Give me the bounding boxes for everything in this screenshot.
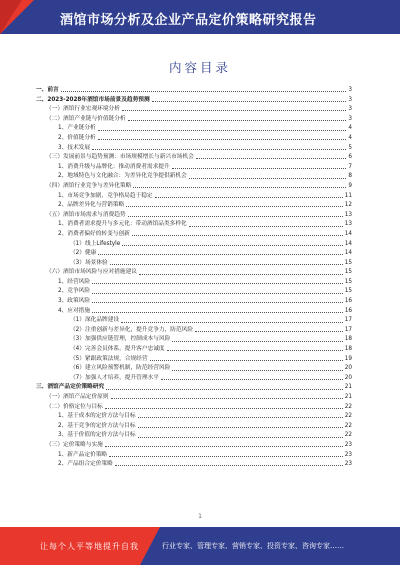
toc-leader-dots — [121, 322, 343, 323]
toc-entry[interactable] — [36, 297, 352, 307]
toc-entry[interactable] — [36, 96, 352, 106]
header-accent-stripe-dark — [0, 0, 22, 34]
toc-entry-label: （二）价格定位与目标 — [46, 403, 104, 413]
toc-entry-page: 6 — [348, 154, 352, 161]
toc-entry-page: 15 — [344, 259, 352, 266]
toc-leader-dots — [92, 293, 343, 294]
toc-entry[interactable] — [36, 163, 352, 173]
toc-entry-label: 1、市场竞争加剧，竞争格局趋于稳定 — [58, 192, 154, 202]
toc-leader-dots — [133, 187, 346, 188]
toc-entry-page: 9 — [348, 182, 352, 189]
toc-leader-dots — [167, 350, 343, 351]
toc-entry[interactable] — [36, 144, 352, 154]
toc-entry-label: （4）完善会员体系，提升客户忠诚度 — [70, 345, 166, 355]
report-footer — [0, 527, 400, 565]
toc-entry-page: 23 — [344, 461, 352, 468]
toc-entry-page: 14 — [344, 250, 352, 257]
toc-entry[interactable] — [36, 211, 352, 221]
toc-entry[interactable] — [36, 393, 352, 403]
toc-entry-page: 22 — [344, 432, 352, 439]
toc-leader-dots — [92, 312, 343, 313]
toc-leader-dots — [122, 245, 342, 246]
footer-red-angle — [140, 527, 160, 565]
toc-entry-page: 18 — [344, 346, 352, 353]
toc-entry[interactable] — [36, 307, 352, 317]
toc-leader-dots — [196, 158, 347, 159]
toc-entry[interactable] — [36, 230, 352, 240]
toc-entry-page: 16 — [344, 307, 352, 314]
toc-entry-page: 5 — [348, 144, 352, 151]
toc-leader-dots — [105, 408, 343, 409]
toc-entry-page: 14 — [344, 240, 352, 247]
toc-leader-dots — [189, 178, 347, 179]
toc-entry-label: 2、品牌差异化与营销策略 — [58, 201, 125, 211]
toc-entry-label: （一）酒馆行业宏观环境分析 — [46, 105, 121, 115]
toc-entry[interactable] — [36, 134, 352, 144]
report-header — [0, 0, 400, 34]
toc-leader-dots — [172, 168, 347, 169]
toc-leader-dots — [172, 370, 342, 371]
toc-entry[interactable] — [36, 335, 352, 345]
toc-entry-page: 20 — [344, 365, 352, 372]
report-title: 酒馆市场分析及企业产品定价策略研究报告 — [60, 13, 317, 28]
toc-entry-label: （三）发展前景与趋势预测：市场规模增长与新兴市场机会 — [46, 153, 195, 163]
toc-entry-page: 20 — [344, 374, 352, 381]
toc-entry[interactable] — [36, 220, 352, 230]
toc-entry-page: 23 — [344, 451, 352, 458]
toc-leader-dots — [126, 206, 343, 207]
footer-tags: 行业专家、管理专家、营销专家、投资专家、咨询专家…… — [162, 542, 344, 550]
toc-entry-label: 一、前言 — [36, 86, 60, 96]
toc-leader-dots — [138, 417, 343, 418]
toc-entry[interactable] — [36, 355, 352, 365]
toc-entry-page: 14 — [344, 230, 352, 237]
toc-leader-dots — [105, 446, 343, 447]
toc-leader-dots — [110, 264, 343, 265]
toc-entry-page: 17 — [344, 326, 352, 333]
toc-entry-label: 2、消费者偏好的转变与创新 — [58, 230, 131, 240]
toc-entry-label: （三）定价策略与实施 — [46, 441, 104, 451]
toc-leader-dots — [122, 110, 346, 111]
toc-entry[interactable] — [36, 115, 352, 125]
toc-entry-label: （2）注重创新与差异化，提升竞争力，防范风险 — [70, 326, 194, 336]
toc-entry-page: 22 — [344, 422, 352, 429]
toc-entry-label: 2、竞争风险 — [58, 287, 91, 297]
toc-entry[interactable] — [36, 268, 352, 278]
toc-entry[interactable] — [36, 326, 352, 336]
toc-leader-dots — [92, 149, 346, 150]
toc-entry-label: （2）健康 — [70, 249, 97, 259]
toc-entry[interactable] — [36, 249, 352, 259]
toc-entry-label: 1、经营风险 — [58, 278, 91, 288]
toc-entry-page: 11 — [344, 192, 352, 199]
toc-leader-dots — [150, 360, 343, 361]
toc-entry[interactable] — [36, 364, 352, 374]
toc-entry[interactable] — [36, 287, 352, 297]
toc-entry[interactable] — [36, 316, 352, 326]
toc-entry-page: 8 — [348, 173, 352, 180]
toc-entry-page: 3 — [348, 87, 352, 93]
toc-entry-label: 1、产业链分析 — [58, 124, 97, 134]
toc-leader-dots — [115, 465, 343, 466]
toc-entry[interactable] — [36, 422, 352, 432]
toc-entry-label: 4、应对措施 — [58, 307, 91, 317]
toc-entry[interactable] — [36, 431, 352, 441]
toc-entry-page: 21 — [344, 384, 352, 391]
toc-entry[interactable] — [36, 383, 352, 393]
toc-entry[interactable] — [36, 345, 352, 355]
toc-entry[interactable] — [36, 201, 352, 211]
toc-entry[interactable] — [36, 403, 352, 413]
toc-entry-label: （四）酒馆行业竞争与差异化策略 — [46, 182, 132, 192]
toc-entry-label: （1）深化品牌建设 — [70, 316, 120, 326]
toc-entry-page: 7 — [348, 163, 352, 170]
toc-entry-label: （7）加强人才培养，提升管理水平 — [70, 374, 160, 384]
toc-entry-label: 三、酒馆产品定价策略研究 — [36, 383, 105, 393]
toc-leader-dots — [98, 254, 342, 255]
toc-entry-page: 16 — [344, 298, 352, 305]
toc-leader-dots — [106, 389, 343, 390]
toc-leader-dots — [61, 91, 347, 92]
toc-entry[interactable] — [36, 240, 352, 250]
toc-entry[interactable] — [36, 412, 352, 422]
toc-leader-dots — [128, 120, 347, 121]
toc-leader-dots — [98, 139, 347, 140]
toc-leader-dots — [138, 437, 343, 438]
toc-entry[interactable] — [36, 182, 352, 192]
toc-entry-label: 1、消费者需求提升与多元化：带动酒馆品类多样化 — [58, 220, 188, 230]
toc-leader-dots — [92, 283, 343, 284]
toc-entry[interactable] — [36, 441, 352, 451]
toc-entry-page: 23 — [344, 441, 352, 448]
toc-leader-dots — [161, 379, 343, 380]
toc-entry-label: 3、政策风险 — [58, 297, 91, 307]
table-of-contents — [36, 86, 352, 470]
toc-entry-page: 3 — [348, 106, 352, 113]
toc-entry-label: 1、新产品定价策略 — [58, 451, 108, 461]
toc-entry[interactable] — [36, 86, 352, 96]
toc-entry-page: 22 — [344, 413, 352, 420]
toc-entry-label: 3、技术发展 — [58, 144, 91, 154]
toc-entry[interactable] — [36, 460, 352, 470]
toc-entry-label: 2、地域特色与文化融合：为差异化竞争提供新机会 — [58, 172, 188, 182]
toc-entry[interactable] — [36, 451, 352, 461]
toc-entry-page: 4 — [348, 125, 352, 132]
toc-entry[interactable] — [36, 374, 352, 384]
toc-entry-label: （5）紧跟政策法规，合规经营 — [70, 355, 149, 365]
toc-entry-label: 1、基于成本的定价方法与目标 — [58, 412, 137, 422]
toc-entry-label: 2、价值链分析 — [58, 134, 97, 144]
toc-entry-label: （二）酒馆产业链与价值链分析 — [46, 115, 127, 125]
toc-entry-page: 3 — [348, 115, 352, 122]
toc-leader-dots — [139, 274, 343, 275]
toc-entry-page: 15 — [344, 269, 352, 276]
toc-entry-page: 15 — [344, 278, 352, 285]
toc-entry[interactable] — [36, 278, 352, 288]
toc-entry[interactable] — [36, 105, 352, 115]
toc-heading: 内容目录 — [168, 60, 231, 75]
toc-entry-page: 13 — [344, 221, 352, 228]
toc-entry-label: （1）线上Lifestyle — [70, 240, 121, 250]
toc-entry-page: 15 — [344, 288, 352, 295]
toc-leader-dots — [132, 235, 343, 236]
toc-entry-label: （一）酒馆产品定价原则 — [46, 393, 110, 403]
page-number: 1 — [198, 513, 202, 520]
toc-entry-page: 3 — [348, 96, 352, 103]
footer-slogan: 让每个人平等地提升自我 — [40, 542, 139, 551]
toc-entry-page: 18 — [344, 336, 352, 343]
toc-entry-label: 2、产品组合定价策略 — [58, 460, 114, 470]
toc-entry[interactable] — [36, 259, 352, 269]
toc-entry-label: （3）加强供应链管理，控制成本与风险 — [70, 335, 171, 345]
toc-entry-label: （6）建立风险预警机制，防范经营风险 — [70, 364, 171, 374]
toc-leader-dots — [98, 130, 347, 131]
toc-entry-label: 3、基于价值的定价方法与目标 — [58, 431, 137, 441]
toc-entry[interactable] — [36, 192, 352, 202]
toc-entry-page: 17 — [344, 317, 352, 324]
toc-leader-dots — [138, 427, 343, 428]
toc-entry-label: （五）酒馆市场需求与消费趋势 — [46, 211, 127, 221]
toc-entry-page: 13 — [344, 211, 352, 218]
toc-leader-dots — [128, 216, 343, 217]
toc-entry-label: （六）酒馆市场风险与应对措施建议 — [46, 268, 138, 278]
toc-entry-page: 22 — [344, 403, 352, 410]
toc-entry-page: 12 — [344, 202, 352, 209]
toc-entry[interactable] — [36, 153, 352, 163]
toc-leader-dots — [189, 226, 343, 227]
toc-leader-dots — [111, 398, 343, 399]
toc-leader-dots — [92, 302, 343, 303]
toc-leader-dots — [172, 341, 342, 342]
toc-entry-page: 4 — [348, 134, 352, 141]
toc-leader-dots — [195, 331, 343, 332]
toc-entry-label: 2、基于竞争的定价方法与目标 — [58, 422, 137, 432]
toc-entry-page: 21 — [344, 394, 352, 400]
toc-entry[interactable] — [36, 124, 352, 134]
toc-leader-dots — [155, 197, 343, 198]
toc-entry-page: 19 — [344, 355, 352, 362]
toc-leader-dots — [109, 456, 343, 457]
toc-entry-label: （3）场景体验 — [70, 259, 109, 269]
toc-entry[interactable] — [36, 172, 352, 182]
toc-entry-label: 二、2023-2028年酒馆市场前景及趋势预测 — [36, 96, 151, 106]
toc-entry-label: 1、消费升级与品牌化：推动消费者需求提升 — [58, 163, 171, 173]
toc-leader-dots — [152, 101, 347, 102]
